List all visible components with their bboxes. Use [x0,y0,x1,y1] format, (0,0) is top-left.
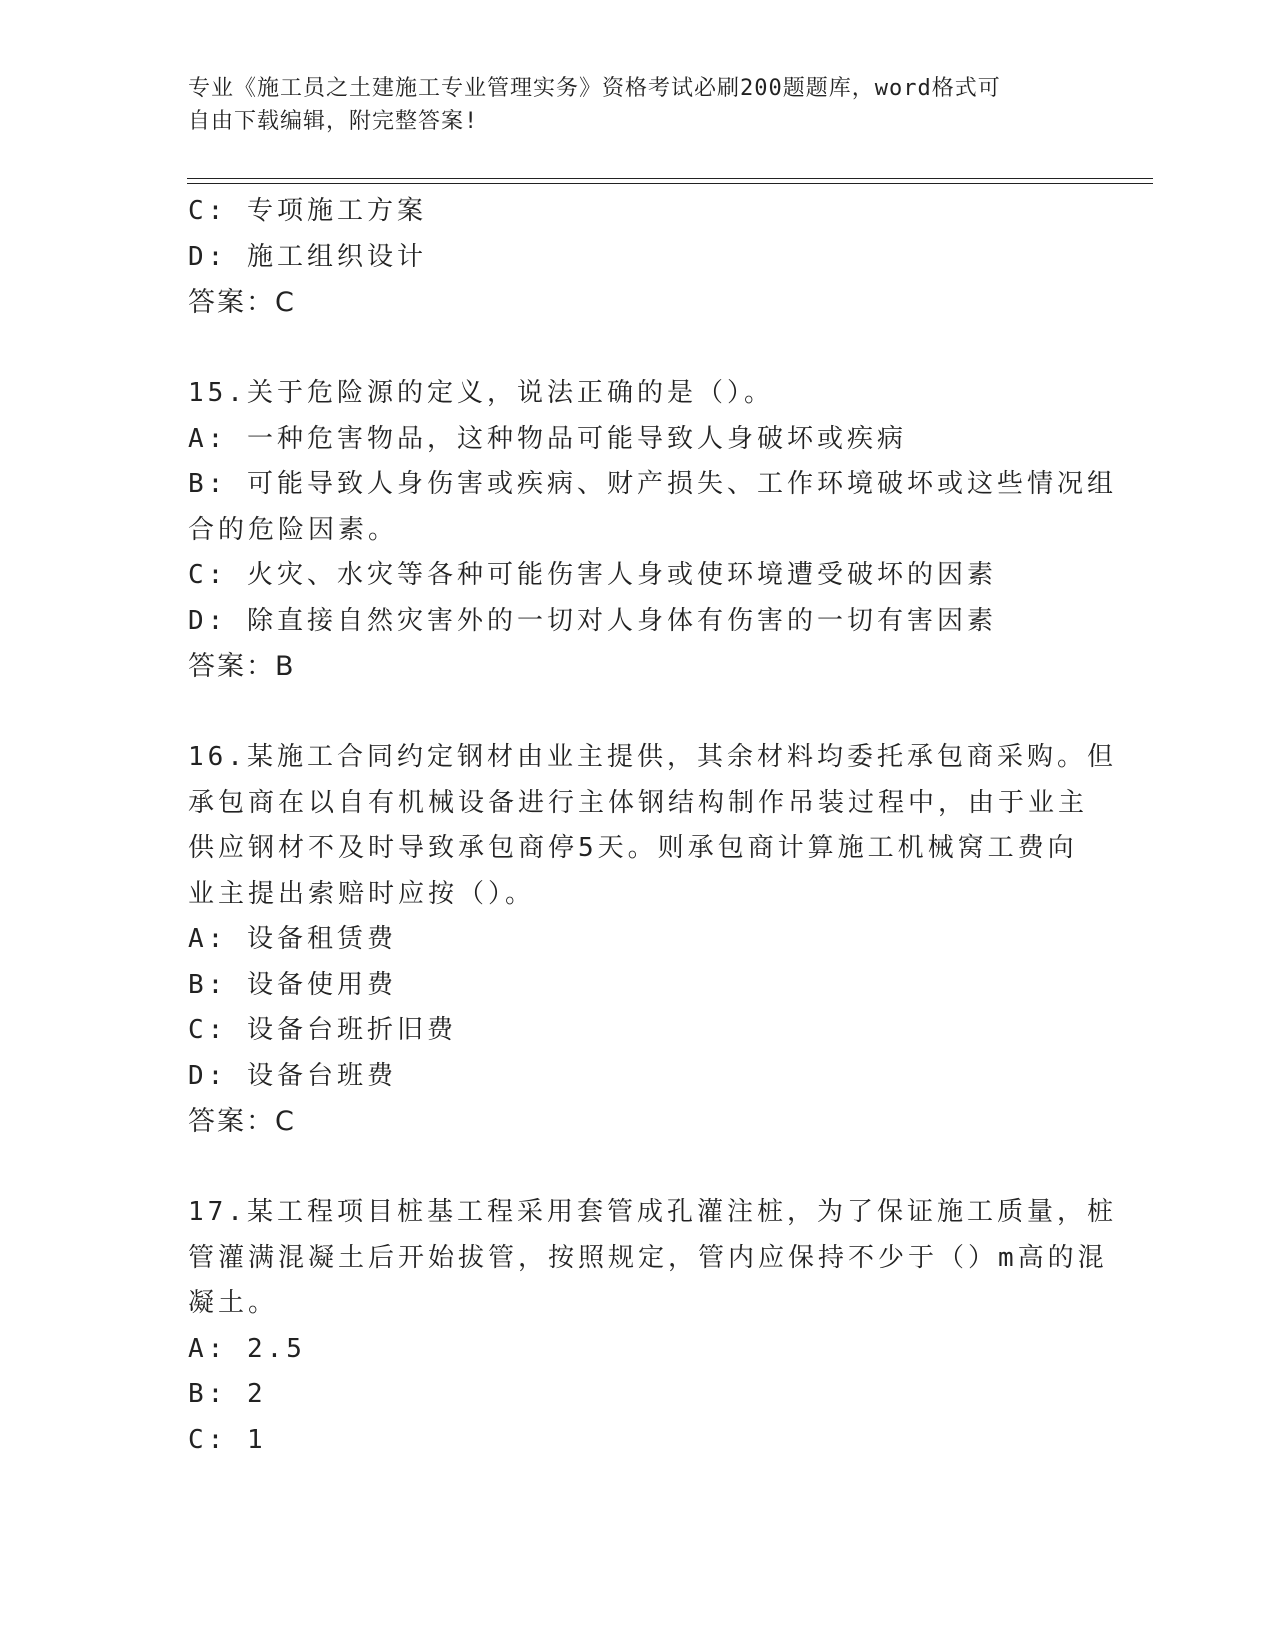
header-line-1: 专业《施工员之土建施工专业管理实务》资格考试必刷200题题库，word格式可 [188,76,1001,101]
option-a: A: 设备租赁费 [188,924,397,954]
header-line-2: 自由下载编辑，附完整答案! [188,109,479,134]
question-stem-cont: 业主提出索赔时应按（）。 [188,878,536,909]
question-stem-cont: 凝土。 [188,1288,279,1318]
spacer [188,326,1088,372]
answer: 答案：B [188,651,296,682]
option-b: B: 设备使用费 [188,969,397,1000]
option-c: C: 火灾、水灾等各种可能伤害人身或使环境遭受破坏的因素 [188,560,997,590]
document-header [188,72,1088,138]
option-c: C: 设备台班折旧费 [188,1015,457,1045]
header-rule-bottom [187,183,1153,184]
question-17 [188,1190,1117,1463]
answer: 答案：C [188,1106,296,1137]
option-c: C: 1 [188,1424,267,1455]
option-d: D: 施工组织设计 [188,241,427,272]
spacer [188,690,1088,736]
option-b: B: 2 [188,1379,267,1409]
question-stem: 16.某施工合同约定钢材由业主提供，其余材料均委托承包商采购。但 [188,742,1117,772]
spacer [188,1145,1088,1191]
answer: 答案：C [188,287,296,318]
option-b-cont: 合的危险因素。 [188,514,399,545]
question-stem-cont: 管灌满混凝土后开始拔管，按照规定，管内应保持不少于（）m高的混 [188,1242,1108,1273]
option-a: A: 一种危害物品，这种物品可能导致人身破坏或疾病 [188,423,907,454]
option-c: C: 专项施工方案 [188,196,427,226]
question-stem-cont: 承包商在以自有机械设备进行主体钢结构制作吊装过程中，由于业主 [188,787,1089,818]
document-body [188,189,1117,1463]
option-d: D: 除直接自然灾害外的一切对人身体有伤害的一切有害因素 [188,605,997,636]
option-d: D: 设备台班费 [188,1060,397,1091]
question-stem: 15.关于危险源的定义，说法正确的是（）。 [188,378,774,408]
option-b: B: 可能导致人身伤害或疾病、财产损失、工作环境破坏或这些情况组 [188,469,1117,499]
question-stem: 17.某工程项目桩基工程采用套管成孔灌注桩，为了保证施工质量，桩 [188,1197,1117,1227]
question-14-tail [188,189,1088,326]
option-a: A: 2.5 [188,1333,306,1364]
question-stem-cont: 供应钢材不及时导致承包商停5天。则承包商计算施工机械窝工费向 [188,833,1078,863]
question-15 [188,371,1117,690]
header-rule-top [187,178,1153,179]
question-16 [188,735,1117,1145]
